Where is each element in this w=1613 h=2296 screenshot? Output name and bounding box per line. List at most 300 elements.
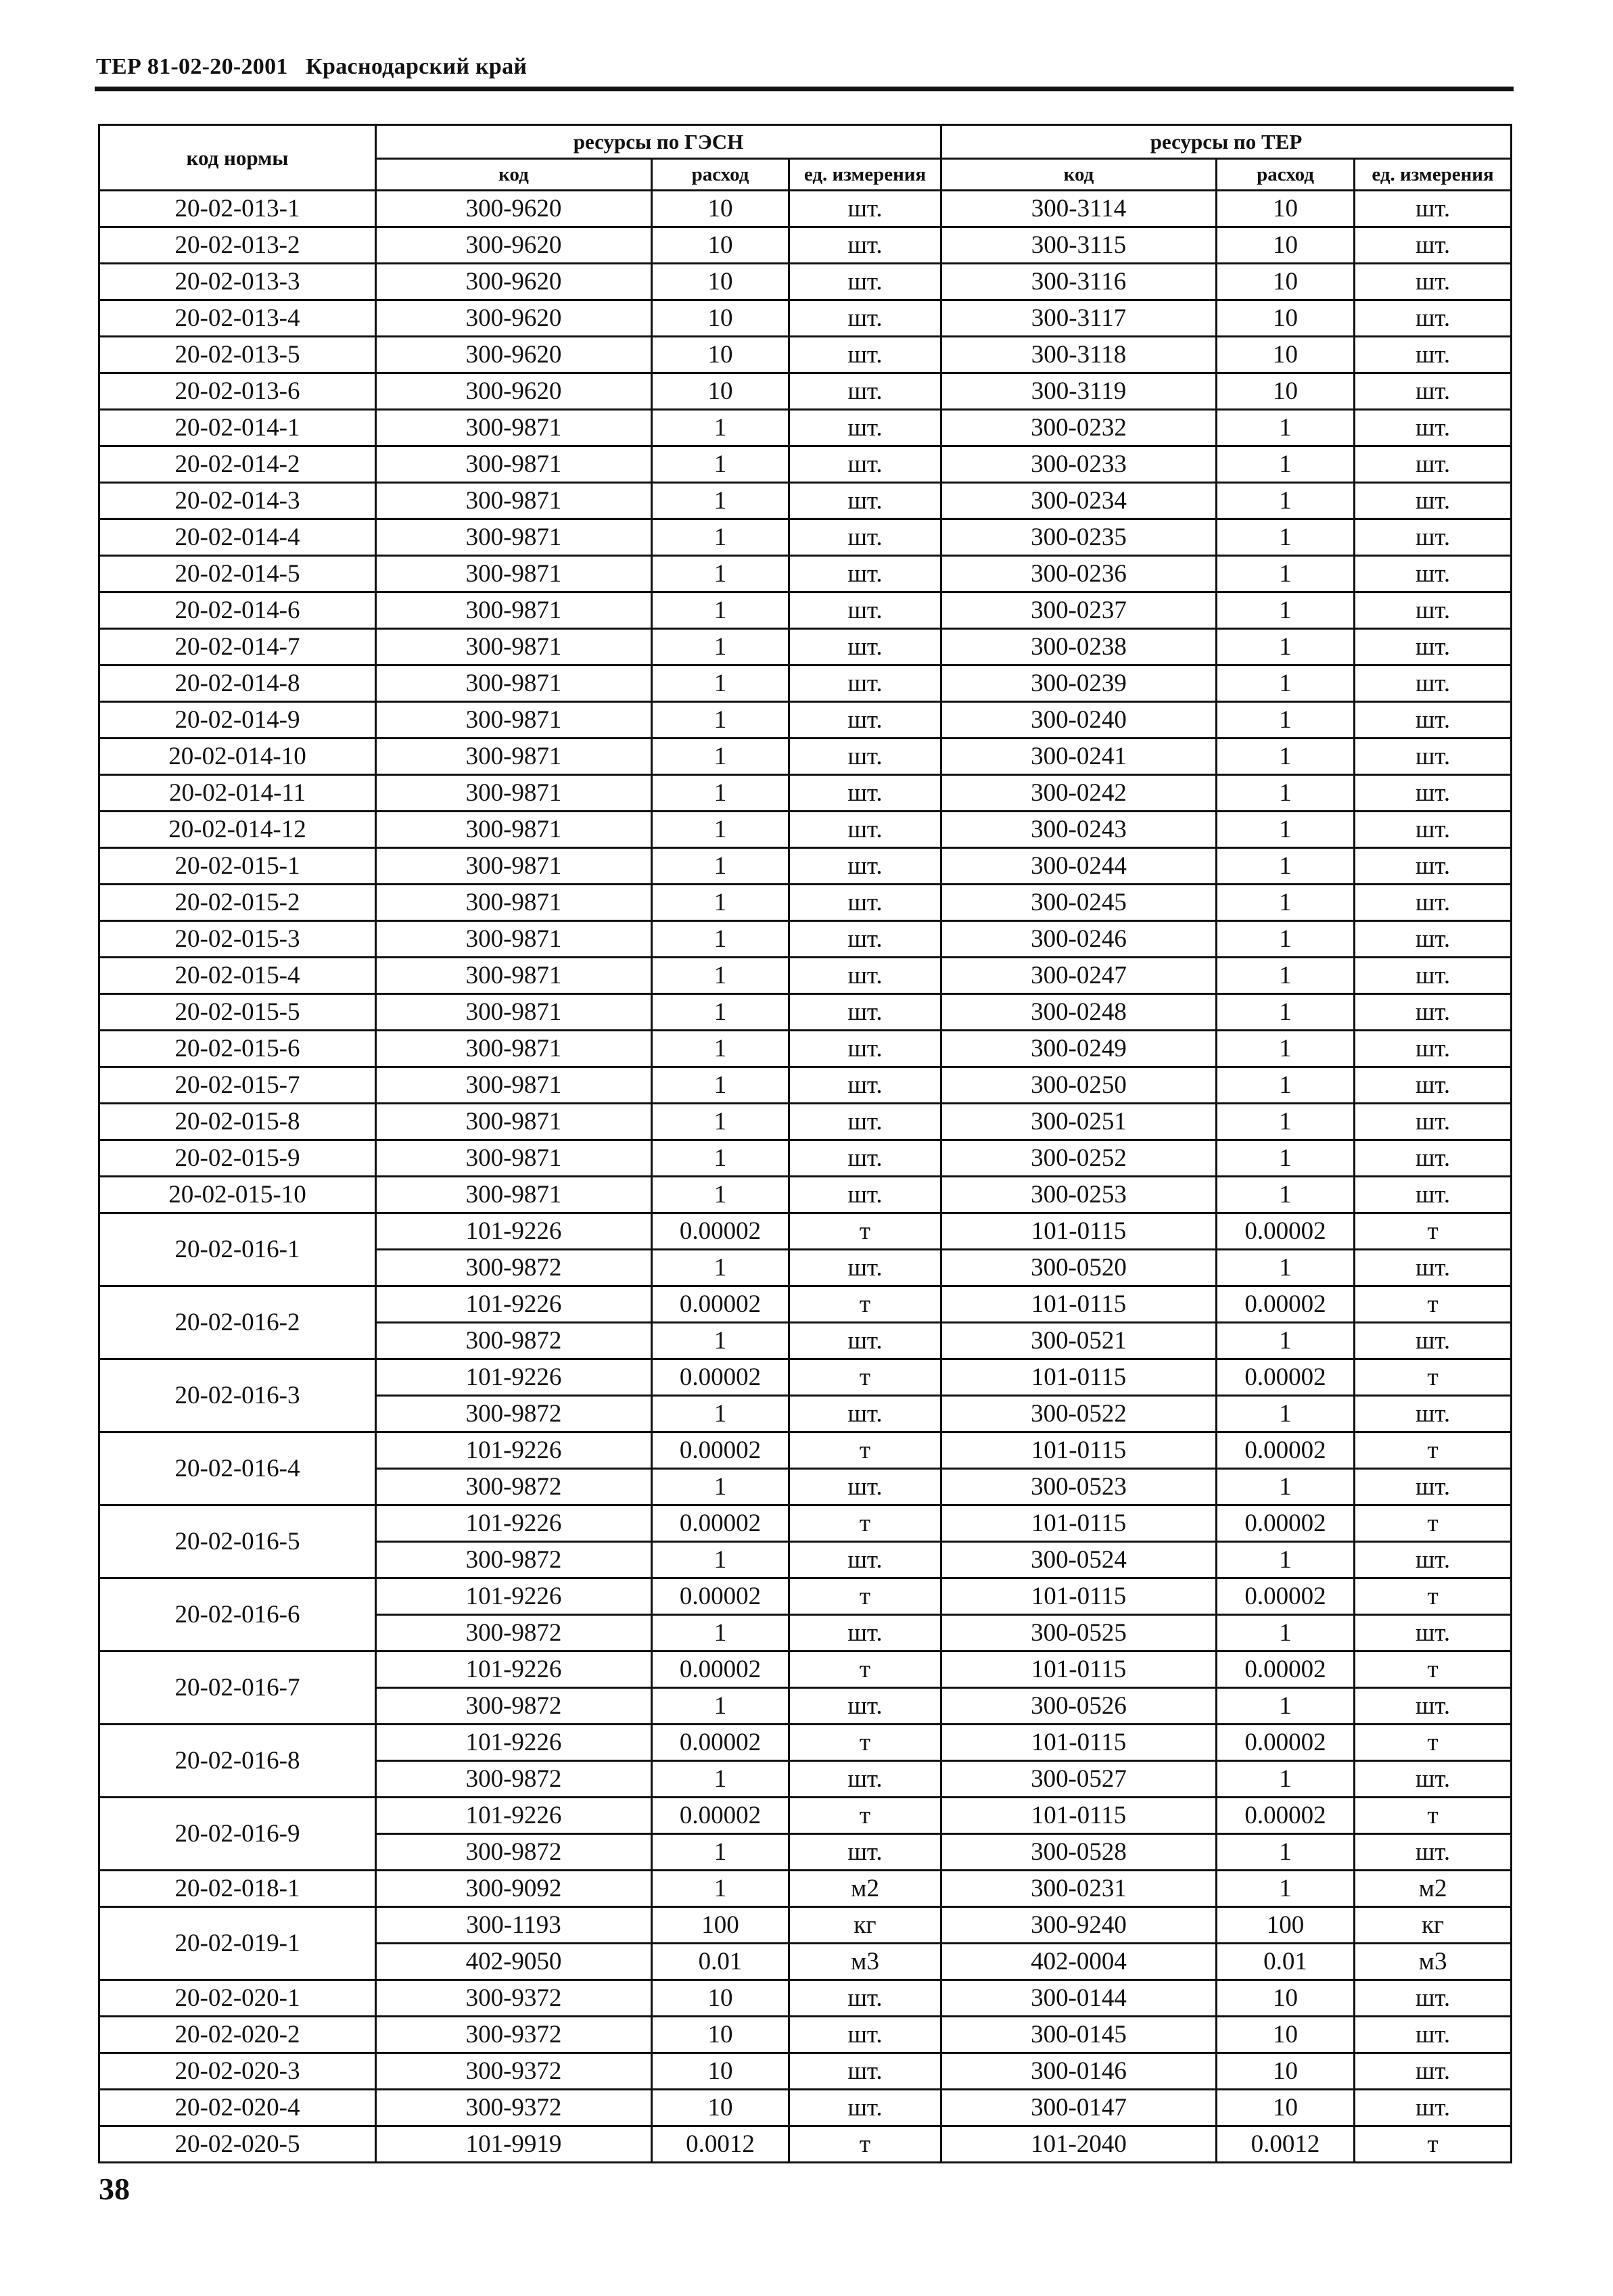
- ter-consumption-cell: 0.01: [1217, 1944, 1355, 1980]
- gesn-consumption-cell: 1: [652, 1177, 789, 1213]
- ter-code-cell: 300-3116: [941, 264, 1217, 300]
- table-row: [99, 446, 1512, 483]
- ter-unit-cell: шт.: [1355, 629, 1512, 665]
- gesn-consumption-cell: 1: [652, 848, 789, 885]
- gesn-unit-cell: т: [789, 2126, 941, 2163]
- ter-code-cell: 300-0239: [941, 665, 1217, 702]
- gesn-code-cell: 300-9872: [376, 1396, 652, 1432]
- gesn-consumption-cell: 1: [652, 1323, 789, 1359]
- ter-resources-header: ресурсы по ТЕР: [941, 125, 1512, 159]
- ter-consumption-cell: 10: [1217, 337, 1355, 373]
- table-row: [99, 300, 1512, 337]
- ter-unit-cell: шт.: [1355, 1177, 1512, 1213]
- ter-unit-cell: т: [1355, 1578, 1512, 1615]
- ter-unit-cell: шт.: [1355, 300, 1512, 337]
- gesn-code-cell: 300-9871: [376, 1104, 652, 1140]
- norm-code-cell: 20-02-013-1: [99, 191, 376, 227]
- gesn-unit-cell: шт.: [789, 1761, 941, 1798]
- ter-code-cell: 300-3118: [941, 337, 1217, 373]
- ter-unit-cell: шт.: [1355, 227, 1512, 264]
- ter-code-cell: 300-0253: [941, 1177, 1217, 1213]
- ter-unit-cell: шт.: [1355, 1067, 1512, 1104]
- table-row: [99, 1871, 1512, 1907]
- norm-code-cell: 20-02-014-4: [99, 519, 376, 556]
- ter-unit-cell: шт.: [1355, 264, 1512, 300]
- table-row: [99, 1140, 1512, 1177]
- gesn-consumption-cell: 0.00002: [652, 1432, 789, 1469]
- gesn-consumption-cell: 0.00002: [652, 1651, 789, 1688]
- table-row: [99, 483, 1512, 519]
- norm-code-cell: 20-02-020-1: [99, 1980, 376, 2017]
- table-row: [99, 2090, 1512, 2126]
- table-row: [99, 1907, 1512, 1944]
- norm-code-header: код нормы: [99, 125, 376, 191]
- ter-code-cell: 300-0144: [941, 1980, 1217, 2017]
- table-row: [99, 1104, 1512, 1140]
- ter-consumption-cell: 0.00002: [1217, 1359, 1355, 1396]
- ter-consumption-cell: 0.00002: [1217, 1725, 1355, 1761]
- table-row: [99, 1798, 1512, 1834]
- gesn-consumption-cell: 1: [652, 1688, 789, 1725]
- gesn-unit-cell: т: [789, 1651, 941, 1688]
- table-row: [99, 2017, 1512, 2053]
- ter-unit-cell: т: [1355, 1725, 1512, 1761]
- ter-code-cell: 300-0238: [941, 629, 1217, 665]
- norm-code-cell: 20-02-013-5: [99, 337, 376, 373]
- ter-consumption-cell: 1: [1217, 556, 1355, 592]
- table-row: [99, 1651, 1512, 1688]
- gesn-code-cell: 300-9372: [376, 2090, 652, 2126]
- ter-consumption-cell: 1: [1217, 483, 1355, 519]
- table-row: [99, 1177, 1512, 1213]
- ter-code-cell: 300-0247: [941, 958, 1217, 994]
- norm-code-cell: 20-02-020-2: [99, 2017, 376, 2053]
- page-number: 38: [99, 2172, 130, 2206]
- gesn-code-cell: 300-9871: [376, 775, 652, 812]
- gesn-code-cell: 300-9871: [376, 483, 652, 519]
- ter-unit-cell: шт.: [1355, 994, 1512, 1031]
- gesn-consumption-cell: 1: [652, 629, 789, 665]
- ter-code-cell: 101-0115: [941, 1725, 1217, 1761]
- gesn-consumption-cell: 10: [652, 1980, 789, 2017]
- gesn-code-cell: 300-9872: [376, 1469, 652, 1505]
- ter-unit-cell: кг: [1355, 1907, 1512, 1944]
- gesn-code-cell: 300-9872: [376, 1250, 652, 1286]
- norm-code-cell: 20-02-014-8: [99, 665, 376, 702]
- norm-code-cell: 20-02-016-8: [99, 1725, 376, 1798]
- norm-code-cell: 20-02-016-5: [99, 1505, 376, 1578]
- ter-unit-cell: т: [1355, 1505, 1512, 1542]
- ter-consumption-cell: 1: [1217, 592, 1355, 629]
- gesn-unit-cell: шт.: [789, 1834, 941, 1871]
- gesn-code-cell: 300-9872: [376, 1323, 652, 1359]
- gesn-code-cell: 402-9050: [376, 1944, 652, 1980]
- resources-table: [98, 124, 1512, 2163]
- gesn-code-cell: 101-9226: [376, 1432, 652, 1469]
- ter-unit-cell: шт.: [1355, 556, 1512, 592]
- gesn-code-cell: 300-9871: [376, 994, 652, 1031]
- table-row: [99, 629, 1512, 665]
- ter-unit-header: ед. измерения: [1355, 159, 1512, 191]
- norm-code-cell: 20-02-016-4: [99, 1432, 376, 1505]
- gesn-consumption-cell: 0.00002: [652, 1505, 789, 1542]
- table-row: [99, 812, 1512, 848]
- gesn-code-cell: 300-9871: [376, 629, 652, 665]
- ter-unit-cell: шт.: [1355, 812, 1512, 848]
- ter-consumption-cell: 1: [1217, 1140, 1355, 1177]
- ter-code-cell: 300-0234: [941, 483, 1217, 519]
- ter-unit-cell: т: [1355, 1651, 1512, 1688]
- header-rule: [95, 87, 1514, 91]
- ter-unit-cell: шт.: [1355, 1469, 1512, 1505]
- gesn-code-cell: 300-9872: [376, 1542, 652, 1578]
- ter-consumption-cell: 1: [1217, 1031, 1355, 1067]
- gesn-unit-cell: шт.: [789, 300, 941, 337]
- ter-unit-cell: т: [1355, 1798, 1512, 1834]
- gesn-consumption-header: расход: [652, 159, 789, 191]
- ter-consumption-cell: 1: [1217, 1615, 1355, 1651]
- gesn-code-cell: 300-9871: [376, 592, 652, 629]
- ter-code-cell: 101-0115: [941, 1286, 1217, 1323]
- gesn-code-cell: 300-9871: [376, 519, 652, 556]
- gesn-unit-cell: шт.: [789, 921, 941, 958]
- table-row: [99, 775, 1512, 812]
- ter-consumption-cell: 1: [1217, 1542, 1355, 1578]
- table-row: [99, 2126, 1512, 2163]
- ter-consumption-cell: 1: [1217, 1396, 1355, 1432]
- gesn-consumption-cell: 1: [652, 958, 789, 994]
- gesn-code-cell: 300-9620: [376, 227, 652, 264]
- gesn-code-cell: 300-9372: [376, 1980, 652, 2017]
- gesn-consumption-cell: 1: [652, 1615, 789, 1651]
- gesn-unit-cell: шт.: [789, 1688, 941, 1725]
- gesn-unit-cell: шт.: [789, 1031, 941, 1067]
- norm-code-cell: 20-02-014-7: [99, 629, 376, 665]
- ter-code-cell: 300-0237: [941, 592, 1217, 629]
- ter-unit-cell: шт.: [1355, 519, 1512, 556]
- gesn-code-cell: 300-9872: [376, 1834, 652, 1871]
- gesn-consumption-cell: 1: [652, 410, 789, 446]
- gesn-unit-cell: шт.: [789, 848, 941, 885]
- table-row: [99, 1980, 1512, 2017]
- gesn-code-cell: 300-9871: [376, 921, 652, 958]
- gesn-consumption-cell: 1: [652, 739, 789, 775]
- ter-consumption-cell: 0.00002: [1217, 1651, 1355, 1688]
- gesn-code-cell: 101-9226: [376, 1651, 652, 1688]
- gesn-code-cell: 101-9226: [376, 1505, 652, 1542]
- gesn-consumption-cell: 0.00002: [652, 1286, 789, 1323]
- ter-consumption-cell: 1: [1217, 1067, 1355, 1104]
- ter-code-cell: 300-3115: [941, 227, 1217, 264]
- norm-code-cell: 20-02-014-11: [99, 775, 376, 812]
- ter-unit-cell: шт.: [1355, 2090, 1512, 2126]
- gesn-unit-cell: шт.: [789, 2017, 941, 2053]
- gesn-unit-cell: шт.: [789, 1469, 941, 1505]
- ter-consumption-cell: 1: [1217, 958, 1355, 994]
- gesn-unit-cell: шт.: [789, 885, 941, 921]
- ter-unit-cell: шт.: [1355, 958, 1512, 994]
- gesn-consumption-cell: 0.00002: [652, 1213, 789, 1250]
- gesn-unit-cell: шт.: [789, 337, 941, 373]
- gesn-unit-cell: шт.: [789, 958, 941, 994]
- table-row: [99, 1725, 1512, 1761]
- norm-code-cell: 20-02-015-6: [99, 1031, 376, 1067]
- ter-unit-cell: шт.: [1355, 1323, 1512, 1359]
- table-row: [99, 1031, 1512, 1067]
- norm-code-cell: 20-02-015-3: [99, 921, 376, 958]
- gesn-consumption-cell: 1: [652, 885, 789, 921]
- ter-unit-cell: т: [1355, 1359, 1512, 1396]
- ter-unit-cell: шт.: [1355, 446, 1512, 483]
- norm-code-cell: 20-02-020-5: [99, 2126, 376, 2163]
- norm-code-cell: 20-02-015-5: [99, 994, 376, 1031]
- norm-code-cell: 20-02-013-6: [99, 373, 376, 410]
- ter-unit-cell: шт.: [1355, 1031, 1512, 1067]
- table-row: [99, 958, 1512, 994]
- gesn-consumption-cell: 1: [652, 592, 789, 629]
- gesn-code-cell: 300-9872: [376, 1761, 652, 1798]
- ter-consumption-cell: 10: [1217, 300, 1355, 337]
- ter-code-cell: 300-0145: [941, 2017, 1217, 2053]
- ter-consumption-cell: 100: [1217, 1907, 1355, 1944]
- page-header-title: ТЕР 81-02-20-2001 Краснодарский край: [96, 54, 528, 79]
- gesn-unit-cell: шт.: [789, 227, 941, 264]
- ter-consumption-cell: 0.00002: [1217, 1286, 1355, 1323]
- gesn-code-cell: 101-9226: [376, 1578, 652, 1615]
- norm-code-cell: 20-02-014-3: [99, 483, 376, 519]
- ter-consumption-cell: 0.00002: [1217, 1213, 1355, 1250]
- ter-consumption-cell: 1: [1217, 1250, 1355, 1286]
- norm-code-cell: 20-02-014-5: [99, 556, 376, 592]
- ter-consumption-cell: 1: [1217, 739, 1355, 775]
- table-row: [99, 1213, 1512, 1250]
- ter-code-cell: 300-0250: [941, 1067, 1217, 1104]
- table-row: [99, 1578, 1512, 1615]
- ter-unit-cell: шт.: [1355, 2053, 1512, 2090]
- gesn-code-cell: 300-9871: [376, 958, 652, 994]
- norm-code-cell: 20-02-013-3: [99, 264, 376, 300]
- gesn-unit-cell: шт.: [789, 264, 941, 300]
- ter-code-cell: 300-0523: [941, 1469, 1217, 1505]
- table-row: [99, 702, 1512, 739]
- ter-code-cell: 101-0115: [941, 1213, 1217, 1250]
- norm-code-cell: 20-02-018-1: [99, 1871, 376, 1907]
- gesn-code-cell: 300-9871: [376, 410, 652, 446]
- ter-consumption-cell: 0.00002: [1217, 1505, 1355, 1542]
- gesn-consumption-cell: 1: [652, 1834, 789, 1871]
- gesn-consumption-cell: 1: [652, 994, 789, 1031]
- ter-code-cell: 300-0251: [941, 1104, 1217, 1140]
- ter-unit-cell: шт.: [1355, 775, 1512, 812]
- ter-unit-cell: шт.: [1355, 1761, 1512, 1798]
- gesn-consumption-cell: 1: [652, 1469, 789, 1505]
- ter-code-header: код: [941, 159, 1217, 191]
- table-row: [99, 1505, 1512, 1542]
- gesn-unit-cell: шт.: [789, 2053, 941, 2090]
- ter-unit-cell: шт.: [1355, 1834, 1512, 1871]
- table-row: [99, 885, 1512, 921]
- ter-code-cell: 300-0246: [941, 921, 1217, 958]
- gesn-unit-cell: шт.: [789, 665, 941, 702]
- gesn-unit-cell: шт.: [789, 1396, 941, 1432]
- gesn-consumption-cell: 10: [652, 191, 789, 227]
- ter-consumption-cell: 1: [1217, 921, 1355, 958]
- ter-code-cell: 300-0240: [941, 702, 1217, 739]
- gesn-code-cell: 300-9620: [376, 373, 652, 410]
- ter-code-cell: 101-0115: [941, 1578, 1217, 1615]
- ter-unit-cell: шт.: [1355, 2017, 1512, 2053]
- gesn-unit-cell: шт.: [789, 191, 941, 227]
- ter-unit-cell: шт.: [1355, 1542, 1512, 1578]
- gesn-unit-cell: шт.: [789, 1615, 941, 1651]
- gesn-consumption-cell: 0.01: [652, 1944, 789, 1980]
- ter-consumption-cell: 1: [1217, 410, 1355, 446]
- ter-unit-cell: м2: [1355, 1871, 1512, 1907]
- table-row: [99, 227, 1512, 264]
- ter-code-cell: 101-0115: [941, 1432, 1217, 1469]
- ter-consumption-cell: 10: [1217, 227, 1355, 264]
- norm-code-cell: 20-02-013-2: [99, 227, 376, 264]
- gesn-unit-cell: шт.: [789, 739, 941, 775]
- ter-unit-cell: шт.: [1355, 1250, 1512, 1286]
- ter-code-cell: 300-0252: [941, 1140, 1217, 1177]
- ter-code-cell: 101-0115: [941, 1651, 1217, 1688]
- ter-unit-cell: шт.: [1355, 1104, 1512, 1140]
- ter-consumption-cell: 1: [1217, 848, 1355, 885]
- ter-consumption-cell: 1: [1217, 446, 1355, 483]
- gesn-unit-cell: шт.: [789, 1250, 941, 1286]
- gesn-unit-cell: т: [789, 1798, 941, 1834]
- gesn-code-cell: 101-9226: [376, 1798, 652, 1834]
- ter-consumption-cell: 1: [1217, 1761, 1355, 1798]
- ter-code-cell: 101-2040: [941, 2126, 1217, 2163]
- gesn-consumption-cell: 1: [652, 1396, 789, 1432]
- gesn-code-cell: 101-9226: [376, 1213, 652, 1250]
- ter-consumption-cell: 10: [1217, 191, 1355, 227]
- norm-code-cell: 20-02-014-2: [99, 446, 376, 483]
- norm-code-cell: 20-02-015-10: [99, 1177, 376, 1213]
- table-row: [99, 191, 1512, 227]
- ter-code-cell: 300-0242: [941, 775, 1217, 812]
- norm-code-cell: 20-02-016-1: [99, 1213, 376, 1286]
- ter-consumption-cell: 1: [1217, 775, 1355, 812]
- ter-unit-cell: т: [1355, 1432, 1512, 1469]
- norm-code-cell: 20-02-016-7: [99, 1651, 376, 1725]
- table-row: [99, 1067, 1512, 1104]
- norm-code-cell: 20-02-016-6: [99, 1578, 376, 1651]
- ter-unit-cell: шт.: [1355, 665, 1512, 702]
- table-row: [99, 848, 1512, 885]
- gesn-unit-cell: шт.: [789, 1177, 941, 1213]
- gesn-consumption-cell: 10: [652, 227, 789, 264]
- gesn-unit-cell: шт.: [789, 519, 941, 556]
- gesn-consumption-cell: 100: [652, 1907, 789, 1944]
- gesn-consumption-cell: 1: [652, 1104, 789, 1140]
- gesn-consumption-cell: 0.0012: [652, 2126, 789, 2163]
- ter-code-cell: 300-0233: [941, 446, 1217, 483]
- ter-consumption-cell: 10: [1217, 1980, 1355, 2017]
- table-row: [99, 519, 1512, 556]
- ter-consumption-cell: 1: [1217, 1104, 1355, 1140]
- gesn-code-cell: 101-9919: [376, 2126, 652, 2163]
- table-row: [99, 1432, 1512, 1469]
- gesn-code-cell: 300-9620: [376, 337, 652, 373]
- norm-code-cell: 20-02-015-7: [99, 1067, 376, 1104]
- gesn-unit-cell: т: [789, 1432, 941, 1469]
- gesn-unit-cell: шт.: [789, 812, 941, 848]
- ter-consumption-cell: 1: [1217, 994, 1355, 1031]
- ter-consumption-cell: 1: [1217, 629, 1355, 665]
- ter-consumption-cell: 1: [1217, 1834, 1355, 1871]
- gesn-consumption-cell: 10: [652, 373, 789, 410]
- table-row: [99, 739, 1512, 775]
- norm-code-cell: 20-02-015-2: [99, 885, 376, 921]
- gesn-code-cell: 101-9226: [376, 1286, 652, 1323]
- gesn-code-header: код: [376, 159, 652, 191]
- gesn-unit-cell: шт.: [789, 592, 941, 629]
- gesn-consumption-cell: 10: [652, 264, 789, 300]
- ter-code-cell: 300-0525: [941, 1615, 1217, 1651]
- gesn-consumption-cell: 1: [652, 1031, 789, 1067]
- gesn-unit-cell: шт.: [789, 1104, 941, 1140]
- gesn-unit-cell: шт.: [789, 446, 941, 483]
- ter-consumption-cell: 1: [1217, 812, 1355, 848]
- gesn-code-cell: 300-9871: [376, 885, 652, 921]
- gesn-unit-cell: т: [789, 1286, 941, 1323]
- gesn-unit-cell: шт.: [789, 1323, 941, 1359]
- ter-consumption-cell: 0.00002: [1217, 1578, 1355, 1615]
- norm-code-cell: 20-02-015-8: [99, 1104, 376, 1140]
- gesn-code-cell: 300-9092: [376, 1871, 652, 1907]
- ter-unit-cell: шт.: [1355, 848, 1512, 885]
- ter-consumption-cell: 1: [1217, 1323, 1355, 1359]
- gesn-unit-cell: шт.: [789, 556, 941, 592]
- ter-consumption-cell: 0.00002: [1217, 1798, 1355, 1834]
- ter-code-cell: 300-0248: [941, 994, 1217, 1031]
- ter-unit-cell: шт.: [1355, 885, 1512, 921]
- ter-consumption-cell: 10: [1217, 2090, 1355, 2126]
- gesn-code-cell: 300-9620: [376, 191, 652, 227]
- ter-code-cell: 300-0236: [941, 556, 1217, 592]
- gesn-consumption-cell: 1: [652, 812, 789, 848]
- ter-code-cell: 300-0527: [941, 1761, 1217, 1798]
- ter-code-cell: 101-0115: [941, 1505, 1217, 1542]
- gesn-consumption-cell: 1: [652, 556, 789, 592]
- ter-unit-cell: шт.: [1355, 702, 1512, 739]
- ter-consumption-header: расход: [1217, 159, 1355, 191]
- ter-unit-cell: шт.: [1355, 1615, 1512, 1651]
- table-row: [99, 410, 1512, 446]
- ter-code-cell: 101-0115: [941, 1798, 1217, 1834]
- gesn-code-cell: 300-9871: [376, 1177, 652, 1213]
- gesn-code-cell: 300-9872: [376, 1688, 652, 1725]
- gesn-code-cell: 300-9871: [376, 1140, 652, 1177]
- ter-code-cell: 300-0526: [941, 1688, 1217, 1725]
- ter-unit-cell: шт.: [1355, 410, 1512, 446]
- gesn-consumption-cell: 10: [652, 2053, 789, 2090]
- gesn-consumption-cell: 0.00002: [652, 1798, 789, 1834]
- gesn-consumption-cell: 10: [652, 2090, 789, 2126]
- gesn-unit-cell: т: [789, 1725, 941, 1761]
- norm-code-cell: 20-02-016-3: [99, 1359, 376, 1432]
- gesn-unit-cell: шт.: [789, 1980, 941, 2017]
- gesn-code-cell: 300-9372: [376, 2017, 652, 2053]
- ter-consumption-cell: 0.0012: [1217, 2126, 1355, 2163]
- ter-unit-cell: т: [1355, 1213, 1512, 1250]
- gesn-consumption-cell: 1: [652, 1067, 789, 1104]
- gesn-unit-cell: шт.: [789, 1140, 941, 1177]
- gesn-unit-cell: шт.: [789, 629, 941, 665]
